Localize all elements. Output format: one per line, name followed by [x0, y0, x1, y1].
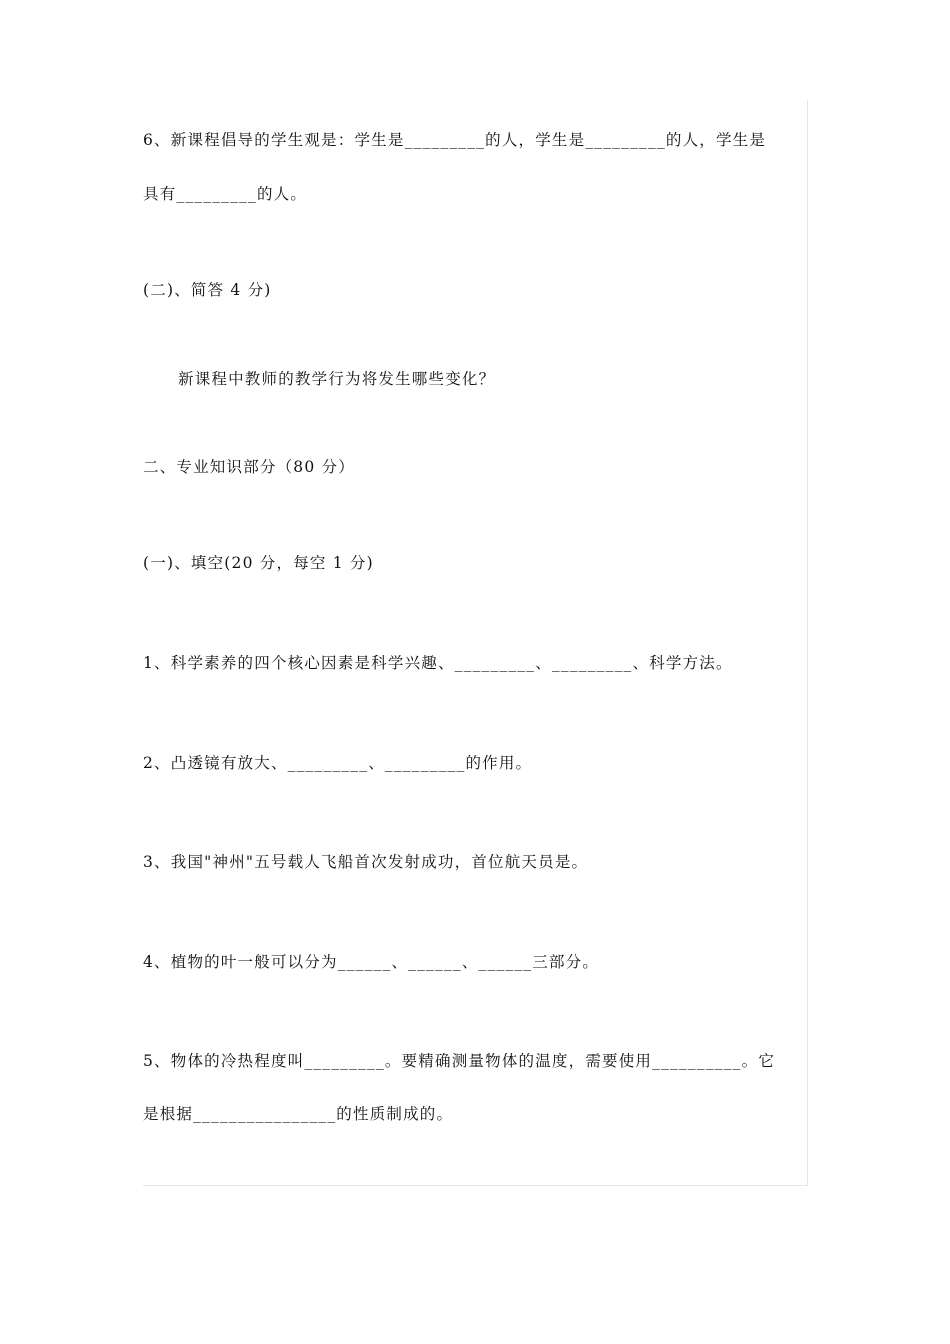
section-fill-blank-heading: (一)、填空(20 分，每空 1 分) — [143, 554, 374, 572]
section-short-answer-heading: (二)、简答 4 分) — [143, 281, 272, 299]
section-professional-knowledge-heading: 二、专业知识部分（80 分） — [143, 458, 355, 476]
fill-question-4: 4、植物的叶一般可以分为______、______、______三部分。 — [143, 953, 600, 971]
fill-question-3: 3、我国"神州"五号载人飞船首次发射成功，首位航天员是。 — [143, 853, 589, 871]
question-6-line-2: 具有_________的人。 — [143, 185, 308, 203]
page-frame — [143, 100, 808, 1186]
fill-question-1: 1、科学素养的四个核心因素是科学兴趣、_________、_________、科学方法。 — [143, 654, 733, 672]
fill-question-2: 2、凸透镜有放大、_________、_________的作用。 — [143, 754, 533, 772]
short-answer-question: 新课程中教师的教学行为将发生哪些变化？ — [178, 370, 496, 388]
fill-question-5-line-1: 5、物体的冷热程度叫_________。要精确测量物体的温度，需要使用__________。它 — [143, 1052, 776, 1070]
fill-question-5-line-2: 是根据________________的性质制成的。 — [143, 1105, 454, 1123]
question-6-line-1: 6、新课程倡导的学生观是：学生是_________的人，学生是_________的人，学生是 — [143, 131, 767, 149]
